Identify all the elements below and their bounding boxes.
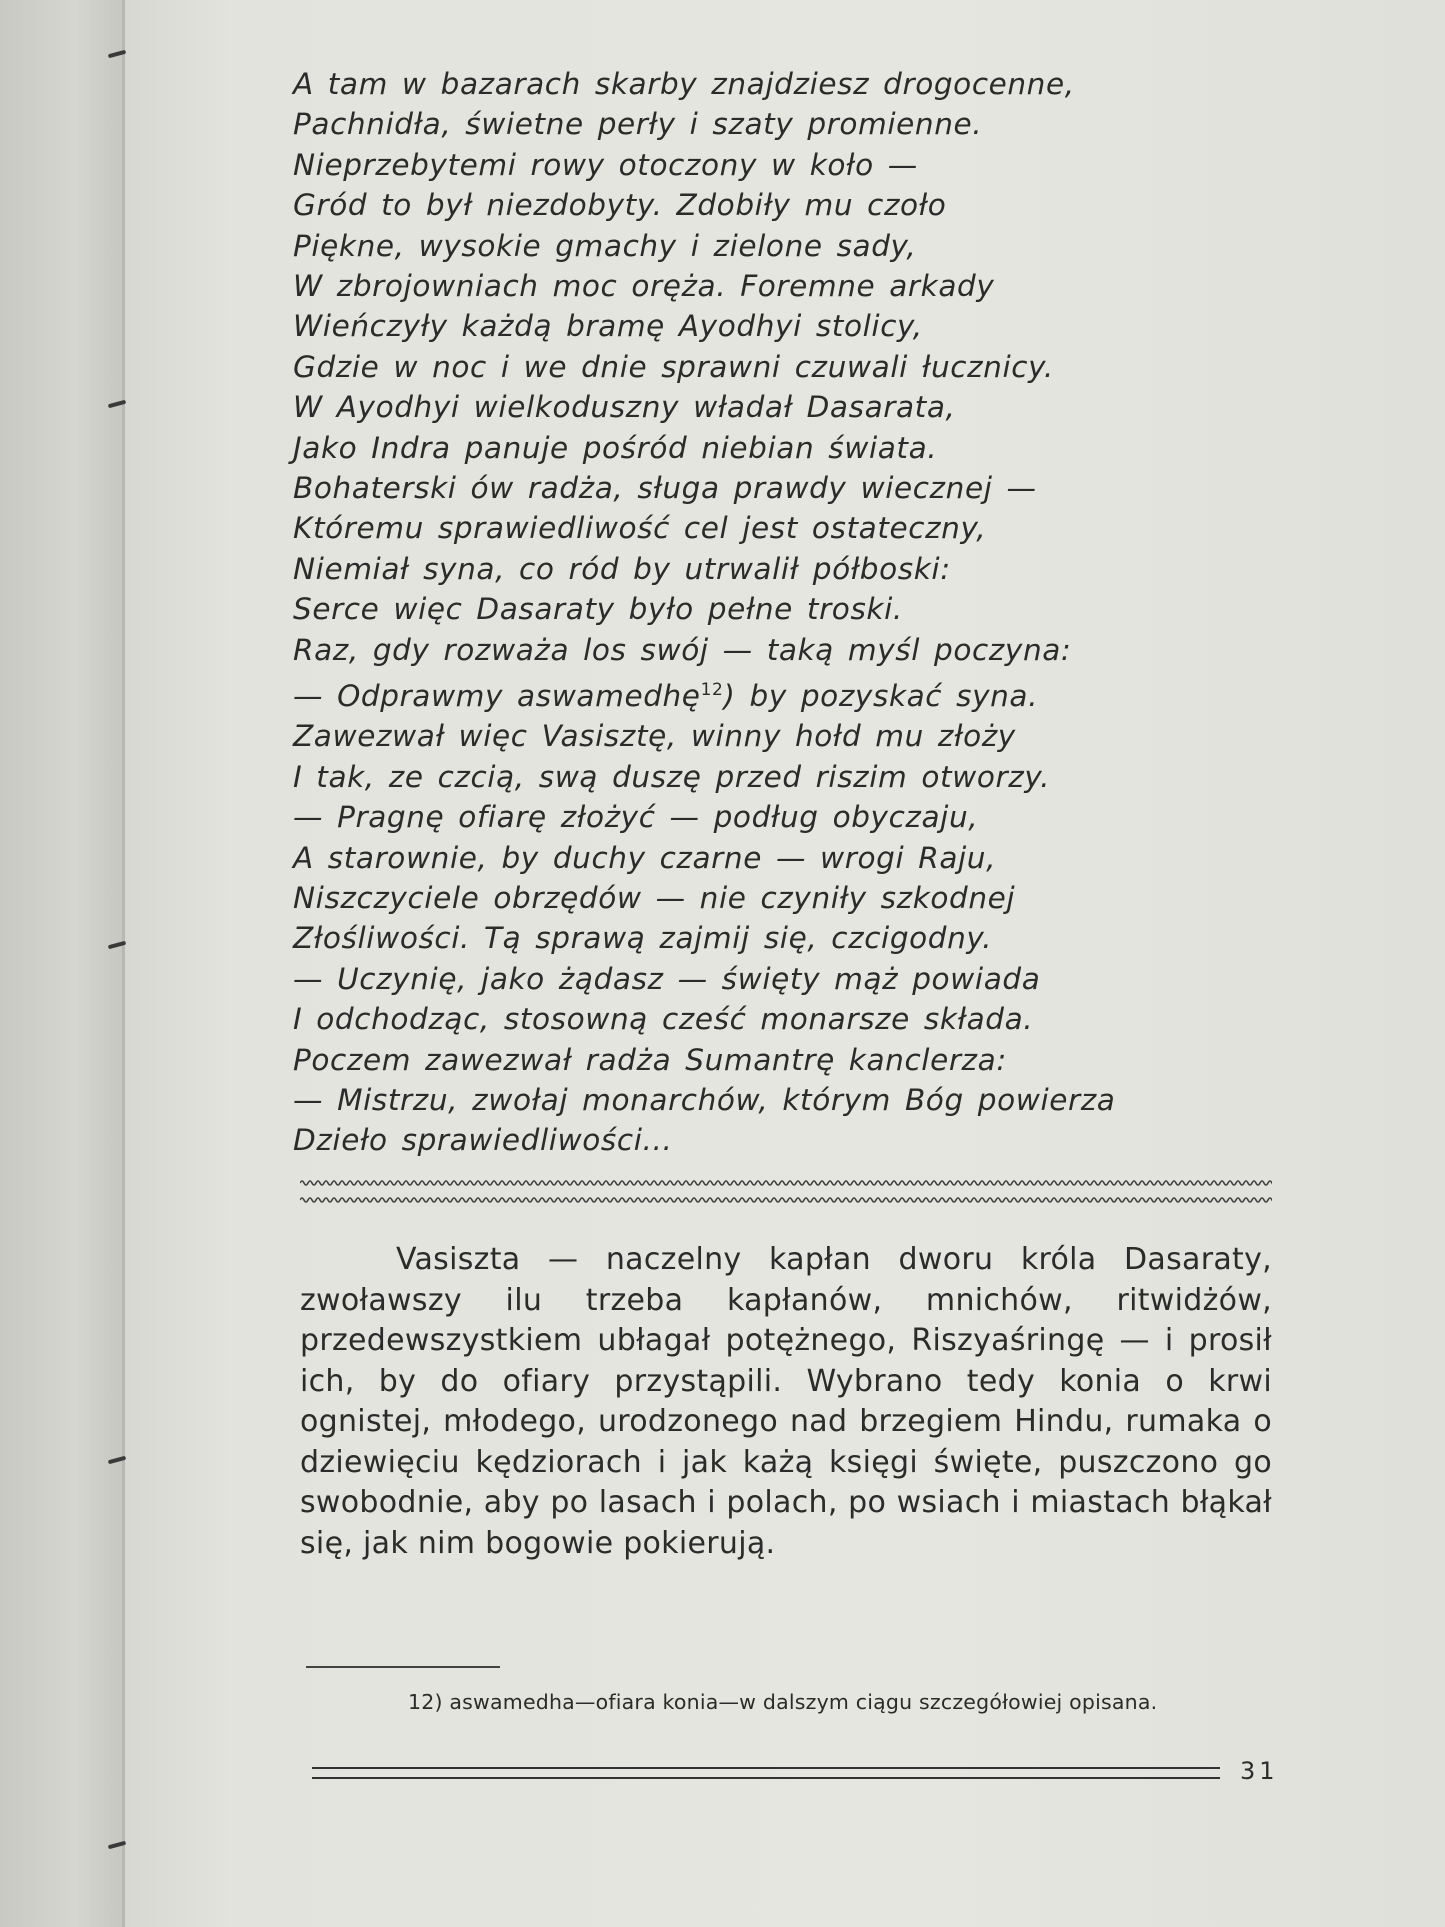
prose-paragraph: Vasiszta — naczelny kapłan dworu króla Dasaraty, zwoławszy ilu trzeba kapłanów, mnichów, ritwidżów, przedewszystkiem ubłagał potężnego, Riszyaśringę — i prosił ich, by do ofiary przystąpili. Wybrano tedy konia o krwi ognistej, młodego, urodzonego nad brzegiem Hindu, rumaka o dziewięciu kędziorach i jak każą księgi święte, puszczono go swobodnie, aby po lasach i polach, po wsiach i miastach błąkał się, jak nim bogowie pokierują. [300,1242,1272,1561]
book-spine [0,0,125,1927]
footer-rule-bottom [312,1777,1220,1779]
poem-line: Któremu sprawiedliwość cel jest ostateczny, [293,511,987,546]
footnote-separator [306,1666,500,1668]
poem-line: — Pragnę ofiarę złożyć — podług obyczaju, [293,800,979,835]
poem-line: W zbrojowniach moc oręża. Foremne arkady [293,269,995,304]
poem-line: A starownie, by duchy czarne — wrogi Raju, [293,840,997,875]
poem-line: Pachnidła, świetne perły i szaty promienne. [293,107,983,142]
poem-line: Niszczyciele obrzędów — nie czyniły szkodnej [293,880,1016,915]
poem-line-part: ) by pozyskać syna. [723,678,1039,713]
poem-line: — Mistrzu, zwołaj monarchów, którym Bóg powierza [293,1082,1116,1117]
poem-line: Zawezwał więc Vasisztę, winny hołd mu złoży [293,719,1016,754]
page-number: 31 [1240,1757,1279,1785]
poem-line: Bohaterski ów radża, sługa prawdy wiecznej — [293,471,1037,506]
footnote-reference: 12 [700,680,724,701]
poem-line: Dzieło sprawiedliwości... [293,1123,673,1158]
poem-line: Złośliwości. Tą sprawą zajmij się, czcigodny. [293,921,993,956]
poem-line: I odchodząc, stosowną cześć monarsze składa. [293,1002,1034,1037]
poem-line: Piękne, wysokie gmachy i zielone sady, [293,228,917,263]
poem-line: Poczem zawezwał radża Sumantrę kanclerza: [293,1042,1007,1077]
poem-line: Wieńczyły każdą bramę Ayodhyi stolicy, [293,309,923,344]
footnote-text: 12) aswamedha—ofiara konia—w dalszym ciągu szczegółowiej opisana. [408,1690,1158,1714]
poem-line: Niemiał syna, co ród by utrwalił półboski: [293,551,951,586]
poem-line: Raz, gdy rozważa los swój — taką myśl poczyna: [293,632,1072,667]
poem-line: Nieprzebytemi rowy otoczony w koło — [293,147,918,182]
poem-line: A tam w bazarach skarby znajdziesz drogocenne, [293,67,1075,101]
poem-line-part: — Odprawmy aswamedhę [293,678,701,713]
poem-line: Gród to był niezdobyty. Zdobiły mu czoło [293,188,947,223]
poem-line: Gdzie w noc i we dnie sprawni czuwali łucznicy. [293,349,1054,384]
poem-line: Jako Indra panuje pośród niebian świata. [293,430,938,465]
wavy-divider-bottom [300,1195,1272,1205]
wavy-divider-top [300,1178,1272,1188]
poem-line: I tak, ze czcią, swą duszę przed riszim otworzy. [293,759,1051,794]
poem-line: Serce więc Dasaraty było pełne troski. [293,592,903,627]
footer-rule-top [312,1767,1220,1769]
poem-text [293,64,1303,1161]
poem-line: — Uczynię, jako żądasz — święty mąż powiada [293,961,1041,996]
poem-line: W Ayodhyi wielkoduszny władał Dasarata, [293,390,956,425]
poem-line-with-footnote [293,670,1303,716]
